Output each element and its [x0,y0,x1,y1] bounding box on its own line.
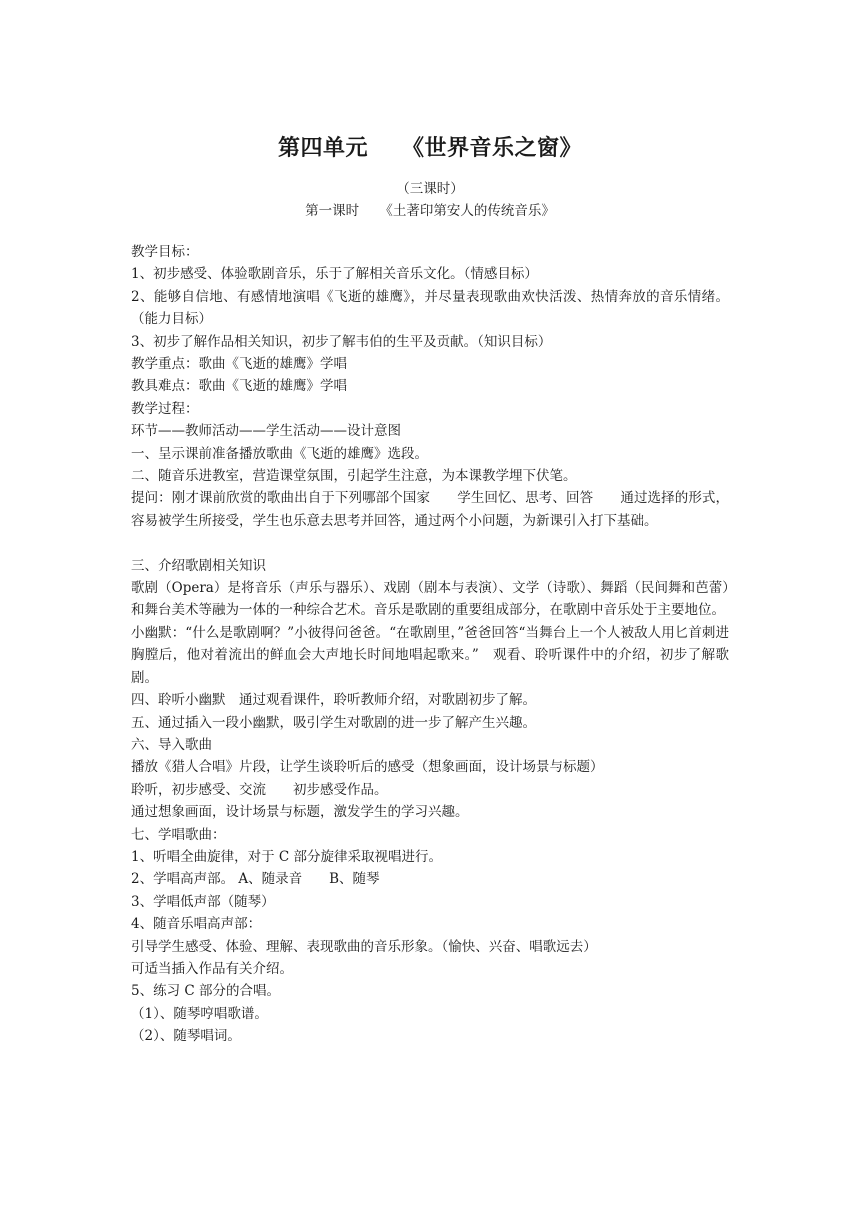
text-line: 教学过程： [131,400,199,417]
text-line: 提问：刚才课前欣赏的歌曲出自于下列哪部个国家 学生回忆、思考、回答 通过选择的形式，容易被学生所接受，学生也乐意去思考并回答，通过两个小问题，为新课引入打下基础。 [131,490,729,529]
text-line: （1）、随琴哼唱歌谱。 [131,1005,268,1022]
text-line: 3、学唱低声部（随琴） [131,893,275,910]
text-line: 环节——教师活动——学生活动——设计意图 [131,423,401,440]
text-line: 3、初步了解作品相关知识，初步了解韦伯的生平及贡献。（知识目标） [131,333,552,350]
text-line: 4、随音乐唱高声部： [131,916,262,933]
text-line: 教学目标： [131,244,199,260]
text-line: 播放《猎人合唱》片段，让学生谈聆听后的感受（想象画面，设计场景与标题） [131,759,604,776]
text-line: 教具难点：歌曲《飞逝的雄鹰》学唱 [131,378,347,395]
text-line: 通过想象画面，设计场景与标题，激发学生的学习兴趣。 [131,804,469,821]
text-line: 四、聆听小幽默 通过观看课件，聆听教师介绍，对歌剧初步了解。 [131,692,536,709]
lesson-title: 第一课时 《土著印第安人的传统音乐》 [305,203,555,219]
text-line: 六、导入歌曲 [131,736,212,753]
text-line: 可适当插入作品有关介绍。 [131,960,293,977]
lesson-hours: （三课时） [396,181,464,197]
text-line: 2、能够自信地、有感情地演唱《飞逝的雄鹰》，并尽量表现歌曲欢快活泼、热情奔放的音乐情绪。（能力目标） [131,288,729,328]
text-line: 5、练习 C 部分的合唱。 [131,983,281,1000]
page-title: 第四单元 《世界音乐之窗》 [277,135,582,161]
text-line: 五、通过插入一段小幽默，吸引学生对歌剧的进一步了解产生兴趣。 [131,714,536,731]
blank-line [131,532,729,554]
text-line: 1、听唱全曲旋律，对于 C 部分旋律采取视唱进行。 [131,848,443,865]
text-line: 七、学唱歌曲： [131,826,226,843]
text-line: 教学重点：歌曲《飞逝的雄鹰》学唱 [131,356,347,373]
text-line: 2、学唱高声部。 A、随录音 B、随琴 [131,871,380,888]
document-body [131,241,729,1048]
text-line: 小幽默：“什么是歌剧啊？”小彼得问爸爸。“在歌剧里，”爸爸回答“当舞台上一个人被敌人用匕首刺进胸膛后，他对着流出的鲜血会大声地长时间地唱起歌来。” 观看、聆听课件中的介绍，初步了解歌剧。 [131,624,729,686]
text-line: 二、随音乐进教室，营造课堂氛围，引起学生注意，为本课教学埋下伏笔。 [131,468,577,485]
text-line: 一、呈示课前准备播放歌曲《飞逝的雄鹰》选段。 [131,445,428,462]
text-line: 三、介绍歌剧相关知识 [131,557,266,574]
text-line: 歌剧（Opera）是将音乐（声乐与器乐）、戏剧（剧本与表演）、文学（诗歌）、舞蹈（民间舞和芭蕾）和舞台美术等融为一体的一种综合艺术。音乐是歌剧的重要组成部分，在歌剧中音乐处于主要地位。 [131,580,729,619]
text-line: 1、初步感受、体验歌剧音乐，乐于了解相关音乐文化。（情感目标） [131,266,538,283]
text-line: （2）、随琴唱词。 [131,1028,241,1045]
text-line: 引导学生感受、体验、理解、表现歌曲的音乐形象。（愉快、兴奋、唱歌远去） [131,938,597,955]
text-line: 聆听，初步感受、交流 初步感受作品。 [131,781,388,798]
